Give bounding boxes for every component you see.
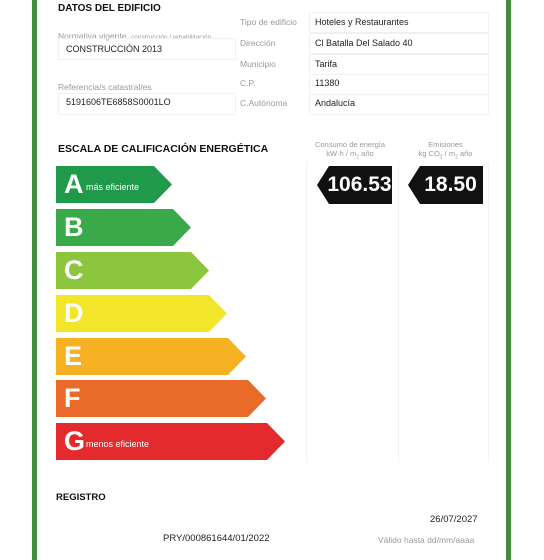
rating-letter-b: B: [64, 212, 84, 242]
building-section-title: DATOS DEL EDIFICIO: [58, 3, 161, 14]
rating-bar-e-shape: [56, 338, 246, 375]
rating-letter-f: F: [64, 383, 81, 413]
field-label-tipo: Tipo de edificio: [240, 17, 297, 27]
normativa-sublabel: construcción / rehabilitación: [130, 34, 212, 41]
emisiones-badge: [408, 166, 483, 204]
emisiones-header-line2: kg $CO_2 / m_2$ año: [418, 149, 473, 161]
rating-bar-b: [56, 209, 191, 246]
consumo-header-line1: Consumo de energía: [314, 140, 386, 149]
field-label-autonoma: C.Autónoma: [240, 98, 288, 108]
field-value-tipo: Hoteles y Restaurantes: [315, 17, 409, 27]
field-label-cp: C.P.: [240, 78, 256, 88]
rating-letter-d: D: [64, 298, 84, 328]
field-label-direccion: Dirección: [240, 38, 276, 48]
rating-bar-c: [56, 252, 209, 289]
field-value-municipio: Tarifa: [315, 59, 338, 69]
right-green-border: [506, 0, 511, 560]
consumo-header: [310, 140, 390, 163]
rating-letter-e: E: [64, 341, 83, 371]
valid-date: 26/07/2027: [430, 514, 478, 525]
field-value-cp: 11380: [315, 78, 340, 88]
rating-bar-f: [56, 380, 266, 417]
emisiones-header-line1: Emisiones: [428, 140, 463, 149]
field-value-autonoma: Andalucía: [315, 98, 356, 108]
rating-letter-c: C: [64, 255, 84, 285]
grid-line-2: [398, 162, 399, 462]
rating-bar-g: [56, 423, 285, 460]
consumo-value: 106.53: [327, 173, 392, 196]
grid-line-1: [306, 162, 307, 462]
left-green-border: [32, 0, 37, 560]
consumo-header-line2: $kW\cdot h / m_2$ año: [326, 149, 374, 161]
scale-title: ESCALA DE CALIFICACIÓN ENERGÉTICA: [58, 143, 269, 155]
rating-letter-g: G: [64, 426, 86, 456]
grid-line-3: [488, 162, 489, 462]
rating-bar-d: [56, 295, 227, 332]
rating-sub-a: más eficiente: [86, 182, 140, 192]
emisiones-value: 18.50: [424, 173, 477, 196]
registro-number: PRY/000861644/01/2022: [163, 533, 270, 544]
referencia-value: 5191606TE6858S0001LO: [66, 97, 171, 107]
field-label-municipio: Municipio: [240, 59, 276, 69]
rating-sub-g: menos eficiente: [86, 439, 150, 449]
rating-bar-e: [56, 338, 246, 375]
rating-letter-a: A: [64, 169, 84, 199]
rating-bar-f-shape: [56, 380, 266, 417]
field-value-direccion: Cl Batalla Del Salado 40: [315, 38, 413, 48]
emisiones-header: [408, 140, 483, 163]
rating-bar-a: [56, 166, 172, 203]
normativa-value: CONSTRUCCIÓN 2013: [66, 44, 163, 54]
valid-label: Válido hasta dd/mm/aaaa: [378, 535, 475, 545]
normativa-label: Normativa vigente: [58, 31, 127, 41]
registro-title: REGISTRO: [56, 492, 106, 503]
consumo-badge: [317, 166, 392, 204]
referencia-label: Referencia/s catastral/es: [58, 82, 152, 92]
